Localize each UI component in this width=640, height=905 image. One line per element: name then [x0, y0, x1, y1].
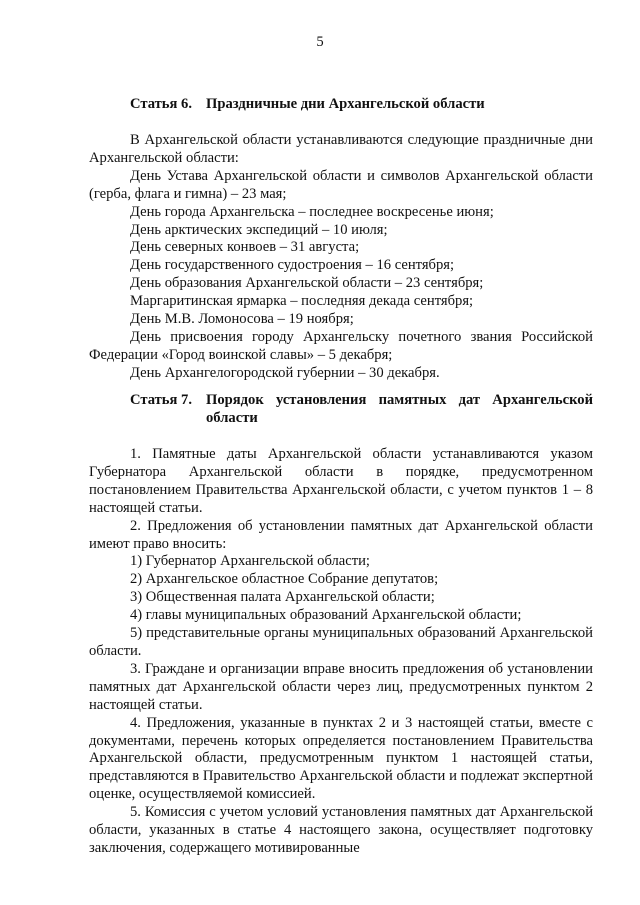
paragraph: День образования Архангельской области – 23 сентября;	[130, 275, 484, 292]
paragraph: День присвоения городу Архангельску почетного звания Российской Федерации «Город воинской славы» – 5 декабря;	[89, 328, 593, 363]
paragraph: День города Архангельска – последнее воскресенье июня;	[130, 203, 494, 220]
paragraph: День государственного судостроения – 16 сентября;	[130, 257, 455, 274]
paragraph: 5. Комиссия с учетом условий установления памятных дат Архангельской области, указанных в статье 4 настоящего закона, осуществляет подготовку заключения, содержащего мотивированные	[89, 804, 593, 856]
paragraph: День арктических экспедиций – 10 июля;	[130, 221, 388, 238]
list-item: 2) Архангельское областное Собрание депутатов;	[130, 571, 439, 588]
list-item: 3) Общественная палата Архангельской области;	[130, 589, 435, 606]
paragraph: 2. Предложения об установлении памятных дат Архангельской области имеют право вносить:	[89, 517, 593, 552]
article-6-title: Праздничные дни Архангельской области	[206, 96, 485, 112]
article-6-body	[89, 132, 593, 383]
paragraph: В Архангельской области устанавливаются следующие праздничные дни Архангельской области:	[89, 132, 593, 166]
paragraph: День Устава Архангельской области и символов Архангельской области (герба, флага и гимна) – 23 мая;	[89, 167, 593, 202]
article-6-heading	[89, 96, 593, 114]
article-7-title: Порядок установления памятных дат Архангельской области	[206, 392, 593, 426]
paragraph: 4. Предложения, указанные в пунктах 2 и 3 настоящей статьи, вместе с документами, перечень которых определяется постановлением Правительства Архангельской области, предусмотренным пунктом 1 настоящей статьи, представляются в Правительство Архангельской области и подлежат экспертной оценке, осуществляемой комиссией.	[89, 714, 593, 803]
article-7-body	[89, 446, 593, 858]
paragraph: День Архангелогородской губернии – 30 декабря.	[130, 364, 440, 381]
list-item: 5) представительные органы муниципальных образований Архангельской области.	[89, 625, 593, 659]
article-7-number: Статья 7.	[130, 392, 192, 408]
article-7-heading	[89, 392, 593, 428]
list-item: 1) Губернатор Архангельской области;	[130, 553, 370, 570]
paragraph: 3. Граждане и организации вправе вносить предложения об установлении памятных дат Архангельской области через лиц, предусмотренных пунктом 2 настоящей статьи.	[89, 660, 593, 713]
paragraph: День северных конвоев – 31 августа;	[130, 239, 360, 256]
paragraph: 1. Памятные даты Архангельской области устанавливаются указом Губернатора Архангельской области в порядке, предусмотренном постановлением Правительства Архангельской области, с учетом пунктов 1 – 8 настоящей статьи.	[89, 446, 593, 516]
article-6-number: Статья 6.	[130, 96, 192, 112]
paragraph: Маргаритинская ярмарка – последняя декада сентября;	[130, 293, 474, 310]
page-number: 5	[316, 34, 324, 50]
list-item: 4) главы муниципальных образований Архангельской области;	[130, 607, 522, 624]
paragraph: День М.В. Ломоносова – 19 ноября;	[130, 311, 354, 328]
